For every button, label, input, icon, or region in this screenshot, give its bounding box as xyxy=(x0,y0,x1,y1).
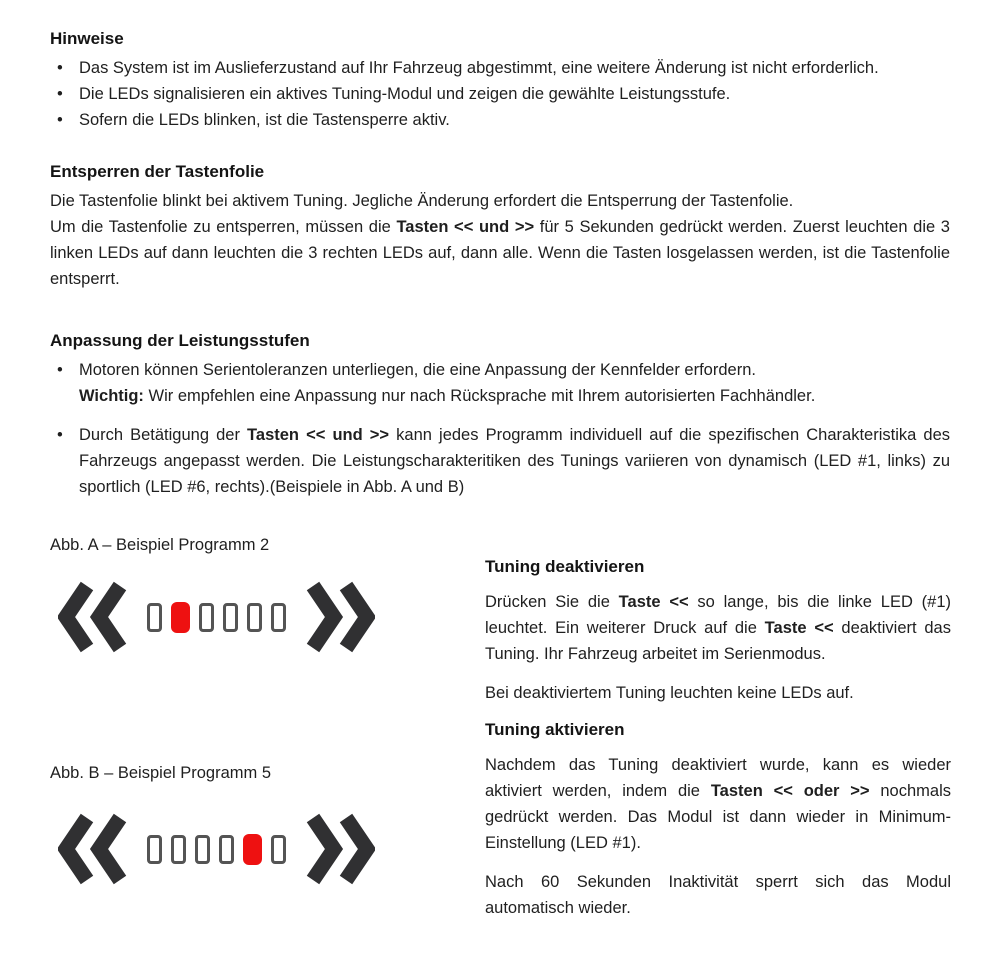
led-4 xyxy=(223,603,238,632)
tuning-deaktivieren-heading: Tuning deaktivieren xyxy=(485,557,645,576)
tuning-deaktivieren-note: Bei deaktiviertem Tuning leuchten keine LEDs auf. xyxy=(485,684,854,702)
chevron-left-double-icon xyxy=(58,578,128,656)
list-item: • Motoren können Serientoleranzen unterliegen, die eine Anpassung der Kennfelder erfordern. Wichtig: Wir empfehlen eine Anpassung nur nach Rücksprache mit Ihrem autorisierten Fachhändler. xyxy=(50,357,950,409)
figure-b-label: Abb. B – Beispiel Programm 5 xyxy=(50,764,272,782)
list-item: • Das System ist im Auslieferzustand auf Ihr Fahrzeug abgestimmt, eine weitere Änderung ist nicht erforderlich. xyxy=(50,55,950,81)
figures-section xyxy=(50,512,950,948)
led-4 xyxy=(219,835,234,864)
hinweise-list xyxy=(50,55,950,133)
led-5 xyxy=(247,603,262,632)
led-2 xyxy=(171,835,186,864)
chevron-right-double-icon xyxy=(305,578,375,656)
entsperren-paragraph: Die Tastenfolie blinkt bei aktivem Tuning. Jegliche Änderung erfordert die Entsperrung der Tastenfolie. Um die Tastenfolie zu entsperren, müssen die Tasten << und >> für 5 Sekunden gedrückt werden. Zuerst leuchten die 3 linken LEDs auf dann leuchten die 3 rechten LEDs auf, dann alle. Wenn die Tasten losgelassen werden, ist die Tastenfolie entsperrt. xyxy=(50,192,950,288)
tuning-deaktivieren-paragraph: Drücken Sie die Taste << so lange, bis die linke LED (#1) leuchtet. Ein weiterer Druck auf die Taste << deaktiviert das Tuning. Ihr Fahrzeug arbeitet im Serienmodus. xyxy=(485,593,951,663)
figure-a-led-panel xyxy=(58,578,375,656)
led-strip-a xyxy=(147,602,286,633)
chevron-right-double-icon xyxy=(305,810,375,888)
list-item: • Sofern die LEDs blinken, ist die Tastensperre aktiv. xyxy=(50,107,950,133)
entsperren-heading: Entsperren der Tastenfolie xyxy=(50,162,265,181)
led-6 xyxy=(271,603,286,632)
led-5-active xyxy=(243,834,262,865)
tuning-aktivieren-heading: Tuning aktivieren xyxy=(485,720,625,739)
led-3 xyxy=(199,603,214,632)
led-3 xyxy=(195,835,210,864)
led-strip-b xyxy=(147,834,286,865)
list-item: • Durch Betätigung der Tasten << und >> kann jedes Programm individuell auf die spezifischen Charakteristika des Fahrzeugs angepasst werden. Die Leistungscharakteritiken des Tunings variieren von dynamisch (LED #1, links) zu sportlich (LED #6, rechts).(Beispiele in Abb. A und B) xyxy=(50,422,950,500)
led-6 xyxy=(271,835,286,864)
figure-a-label: Abb. A – Beispiel Programm 2 xyxy=(50,536,270,554)
led-2-active xyxy=(171,602,190,633)
led-1 xyxy=(147,603,162,632)
chevron-left-double-icon xyxy=(58,810,128,888)
tuning-aktivieren-note: Nach 60 Sekunden Inaktivität sperrt sich das Modul automatisch wieder. xyxy=(485,873,951,917)
list-item: • Die LEDs signalisieren ein aktives Tuning-Modul und zeigen die gewählte Leistungsstufe. xyxy=(50,81,950,107)
right-column xyxy=(485,556,951,934)
anpassung-list xyxy=(50,357,950,500)
anpassung-heading: Anpassung der Leistungsstufen xyxy=(50,331,310,350)
figure-b-led-panel xyxy=(58,810,375,888)
tuning-aktivieren-paragraph: Nachdem das Tuning deaktiviert wurde, kann es wieder aktiviert werden, indem die Tasten << oder >> nochmals gedrückt werden. Das Modul ist dann wieder in Minimum-Einstellung (LED #1). xyxy=(485,756,951,852)
led-1 xyxy=(147,835,162,864)
hinweise-heading: Hinweise xyxy=(50,29,124,48)
